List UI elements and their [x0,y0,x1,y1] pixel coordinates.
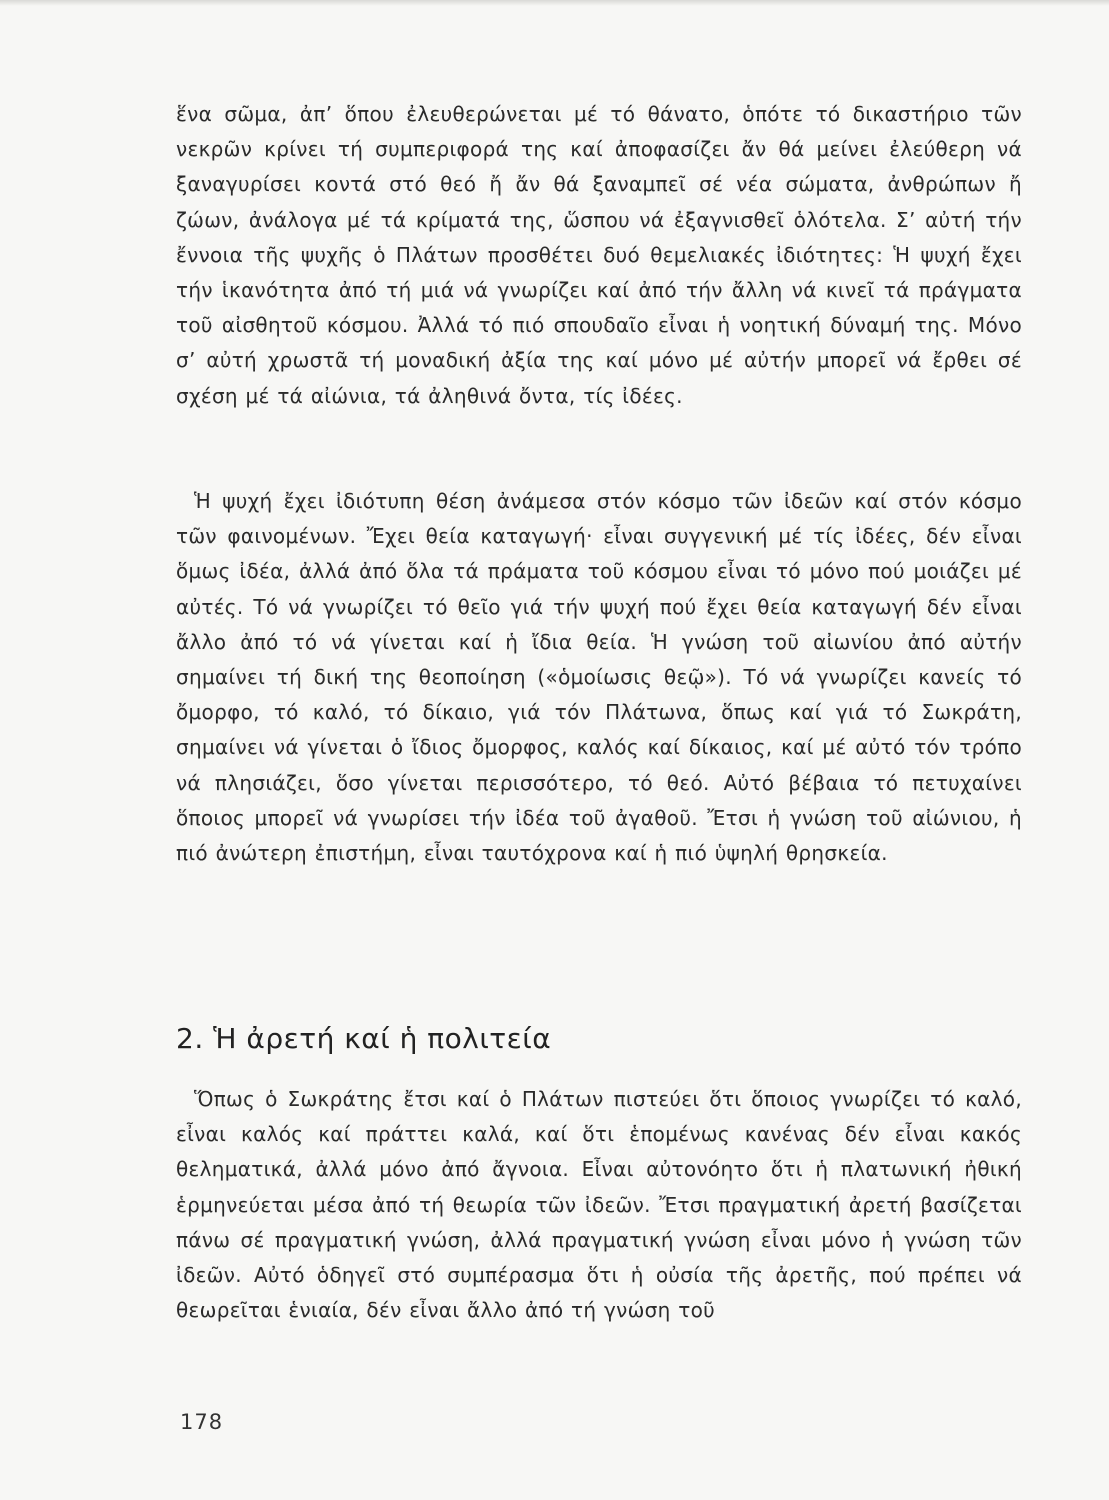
paragraph-continuation: ἕνα σῶμα, ἀπ’ ὅπου ἐλευθερώνεται μέ τό θάνατο, ὁπότε τό δικαστήριο τῶν νεκρῶν κρίνει τή συμπεριφορά της καί ἀποφασίζει ἄν θά μείνει ἐλεύθερη νά ξαναγυρίσει κοντά στό θεό ἤ ἄν θά ξαναμπεῖ σέ νέα σώματα, ἀνθρώπων ἤ ζώων, ἀνάλογα μέ τά κρίματά της, ὥσπου νά ἐξαγνισθεῖ ὁλότελα. Σ’ αὐτή τήν ἔννοια τῆς ψυχῆς ὁ Πλάτων προσθέτει δυό θεμελιακές ἰδιότητες: Ἡ ψυχή ἔχει τήν ἱκανότητα ἀπό τή μιά νά γνωρίζει καί ἀπό τήν ἄλλη νά κινεῖ τά πράγματα τοῦ αἰσθητοῦ κόσμου. Ἀλλά τό πιό σπουδαῖο εἶναι ἡ νοητική δύναμή της. Μόνο σ’ αὐτή χρωστᾶ τή μοναδική ἀξία της καί μόνο μέ αὐτήν μπορεῖ νά ἔρθει σέ σχέση μέ τά αἰώνια, τά ἀληθινά ὄντα, τίς ἰδέες. [176,102,1022,408]
paragraph-virtue: Ὅπως ὁ Σωκράτης ἔτσι καί ὁ Πλάτων πιστεύει ὅτι ὅποιος γνωρίζει τό καλό, εἶναι καλός καί πράττει καλά, καί ὅτι ἑπομένως κανένας δέν εἶναι κακός θεληματικά, ἀλλά μόνο ἀπό ἄγνοια. Εἶναι αὐτονόητο ὅτι ἡ πλατωνική ἠθική ἑρμηνεύεται μέσα ἀπό τή θεωρία τῶν ἰδεῶν. Ἔτσι πραγματική ἀρετή βασίζεται πάνω σέ πραγματική γνώση, ἀλλά πραγματική γνώση εἶναι μόνο ἡ γνώση τῶν ἰδεῶν. Αὐτό ὁδηγεῖ στό συμπέρασμα ὅτι ἡ οὐσία τῆς ἀρετῆς, πού πρέπει νά θεωρεῖται ἑνιαία, δέν εἶναι ἄλλο ἀπό τή γνώση τοῦ [176,1087,1022,1323]
section-heading: 2. Ἡ ἀρετή καί ἡ πολιτεία [176,1022,552,1055]
paragraph-soul-position: Ἡ ψυχή ἔχει ἰδιότυπη θέση ἀνάμεσα στόν κόσμο τῶν ἰδεῶν καί στόν κόσμο τῶν φαινομένων. Ἔχει θεία καταγωγή· εἶναι συγγενική μέ τίς ἰδέες, δέν εἶναι ὅμως ἰδέα, ἀλλά ἀπό ὅλα τά πράματα τοῦ κόσμου εἶναι τό μόνο πού μοιάζει μέ αὐτές. Τό νά γνωρίζει τό θεῖο γιά τήν ψυχή πού ἔχει θεία καταγωγή δέν εἶναι ἄλλο ἀπό τό νά γίνεται καί ἡ ἴδια θεία. Ἡ γνώση τοῦ αἰωνίου ἀπό αὐτήν σημαίνει τή δική της θεοποίηση («ὁμοίωσις θεῷ»). Τό νά γνωρίζει κανείς τό ὄμορφο, τό καλό, τό δίκαιο, γιά τόν Πλάτωνα, ὅπως καί γιά τό Σωκράτη, σημαίνει νά γίνεται ὁ ἴδιος ὄμορφος, καλός καί δίκαιος, καί μέ αὐτό τόν τρόπο νά πλησιάζει, ὅσο γίνεται περισσότερο, τό θεό. Αὐτό βέβαια τό πετυχαίνει ὅποιος μπορεῖ νά γνωρίσει τήν ἰδέα τοῦ ἀγαθοῦ. Ἔτσι ἡ γνώση τοῦ αἰώνιου, ἡ πιό ἀνώτερη ἐπιστήμη, εἶναι ταυτόχρονα καί ἡ πιό ὑψηλή θρησκεία. [176,489,1022,866]
page-number: 178 [180,1410,224,1434]
body-text-block [176,1082,1022,1328]
page-top-edge [0,0,1109,6]
body-text-block [176,484,1022,871]
body-text-block [176,97,1022,414]
